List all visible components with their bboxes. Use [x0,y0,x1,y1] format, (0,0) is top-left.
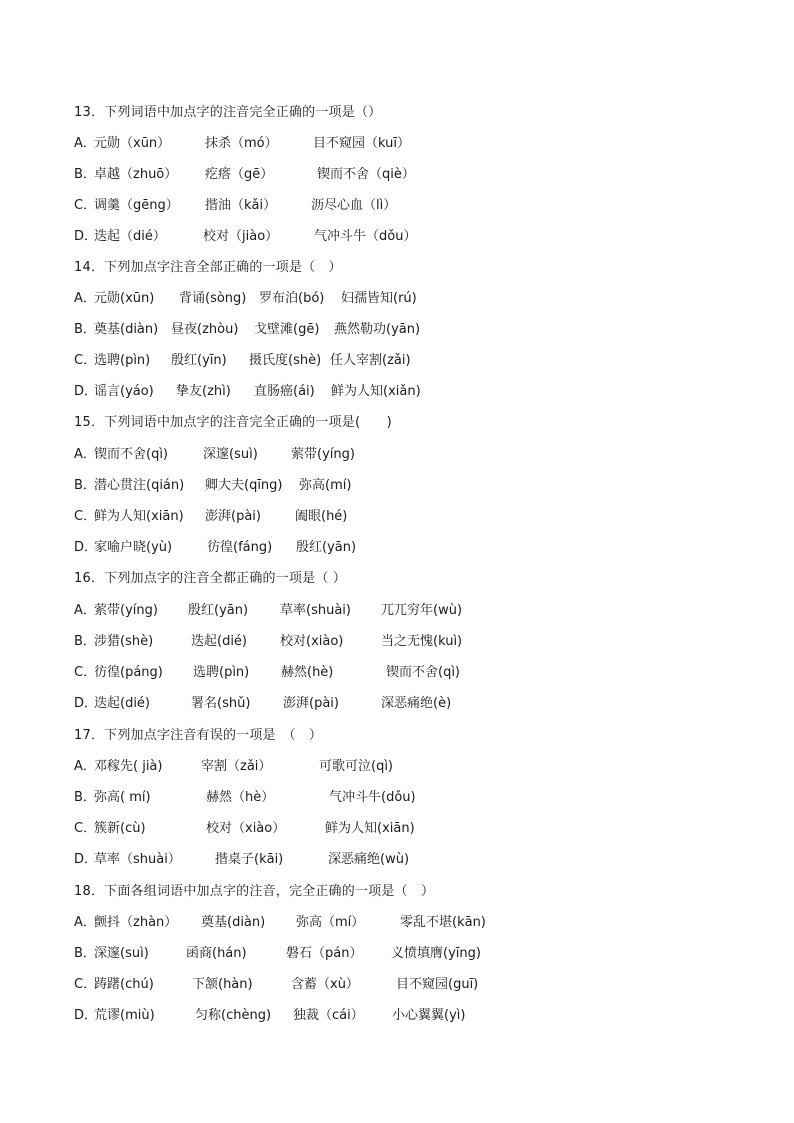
option-row [74,975,478,995]
option-word: 当之无愧(kuì) [381,634,463,649]
option-word: 元勋(xūn) [94,291,155,306]
option-word: 弥高（mí） [296,915,365,930]
question-stem-15: 15．下列词语中加点字的注音完全正确的一项是( ) [74,415,392,430]
option-word: 背诵(sòng) [179,291,247,306]
option-word: 选聘(pìn) [193,665,250,680]
option-label: C． [74,198,97,213]
option-word: 簇新(cù) [94,821,146,836]
option-row [74,507,347,527]
option-row [74,538,356,558]
option-row [74,757,393,777]
option-word: 深恶痛绝(è) [381,696,452,711]
option-label: A． [74,291,96,306]
option-row [74,134,410,154]
option-label: B． [74,790,96,805]
option-row [74,476,351,496]
option-row [74,196,396,216]
option-label: C． [74,977,97,992]
option-row [74,445,355,465]
option-word: 弥高(mí) [299,478,352,493]
option-word: 澎湃(pài) [205,509,261,524]
option-row [74,788,416,808]
option-row [74,351,411,371]
option-label: A． [74,915,96,930]
option-word: 谣言(yáo) [94,384,154,399]
option-row [74,632,462,652]
option-word: 零乱不堪(kān) [400,915,486,930]
question-stem-17: 17．下列加点字注音有误的一项是 （ ） [74,728,323,743]
option-label: B． [74,634,96,649]
option-word: 校对（xiào） [206,821,286,836]
option-word: 匀称(chèng) [195,1008,272,1023]
option-word: 选聘(pìn) [94,353,151,368]
option-row [74,320,420,340]
option-word: 赫然（hè） [206,790,275,805]
option-word: 奠基(diàn) [201,915,266,930]
option-word: 卓越（zhuō） [94,167,178,182]
option-word: 深邃(suì) [203,447,258,462]
option-word: 义愤填膺(yīng) [391,946,481,961]
option-word: 鲜为人知(xiān) [325,821,415,836]
option-word: 揩桌子(kāi) [215,852,284,867]
option-word: 气冲斗牛（dǒu） [314,229,417,244]
option-word: 鲜为人知(xiān) [94,509,184,524]
option-row [74,382,421,402]
option-word: 殷红(yīn) [171,353,227,368]
option-word: 迭起(dié) [94,696,151,711]
option-word: 萦带(yíng) [94,603,158,618]
option-word: 潜心贯注(qián) [94,478,185,493]
option-word: 涉猎(shè) [94,634,154,649]
option-label: C． [74,821,97,836]
option-row [74,694,451,714]
option-label: C． [74,665,97,680]
option-word: 鲜为人知(xiǎn) [331,384,421,399]
option-word: 目不窥园(guī) [396,977,479,992]
option-word: 目不窥园（kuī） [313,136,410,151]
question-stem-18: 18．下面各组词语中加点字的注音，完全正确的一项是（ ） [74,884,435,899]
option-label: A． [74,759,96,774]
option-label: D． [74,1008,98,1023]
option-label: D． [74,540,98,555]
option-word: 气冲斗牛(dǒu) [329,790,416,805]
option-word: 校对（jiào） [203,229,279,244]
option-row [74,1006,465,1026]
question-stem-16: 16．下列加点字的注音全都正确的一项是（ ） [74,571,347,586]
option-word: 磐石（pán） [286,946,363,961]
option-word: 抹杀（mó） [205,136,278,151]
option-label: C． [74,353,97,368]
option-word: 宰割（zǎi） [201,759,272,774]
option-word: 澎湃(pài) [283,696,339,711]
option-row [74,819,415,839]
option-word: 燕然勒功(yān) [334,322,421,337]
option-word: 赫然(hè) [281,665,334,680]
option-word: 校对(xiào) [280,634,344,649]
option-word: 任人宰割(zǎi) [330,353,411,368]
option-word: 迭起（dié） [94,229,166,244]
option-word: 彷徨(fáng) [207,540,273,555]
option-word: 摄氏度(shè) [249,353,322,368]
option-word: 锲而不舍(qì) [94,447,169,462]
option-row [74,944,481,964]
option-word: 奠基(diàn) [94,322,159,337]
option-row [74,289,417,309]
option-label: A． [74,447,96,462]
option-row [74,165,415,185]
option-word: 直肠癌(ái) [254,384,315,399]
option-label: C． [74,509,97,524]
option-word: 草率(shuài) [280,603,351,618]
option-word: 深恶痛绝(wù) [328,852,410,867]
option-word: 踌躇(chú) [94,977,154,992]
option-word: 殷红(yān) [296,540,357,555]
option-word: 殷红(yān) [188,603,249,618]
option-label: B． [74,946,96,961]
option-row [74,850,409,870]
option-word: 可歌可泣(qì) [319,759,394,774]
option-word: 函商(hán) [186,946,247,961]
option-label: D． [74,696,98,711]
option-word: 荒谬(miù) [94,1008,155,1023]
question-stem-13: 13．下列词语中加点字的注音完全正确的一项是（） [74,105,382,120]
option-label: D． [74,384,98,399]
option-label: B． [74,478,96,493]
option-word: 疙瘩（gē） [205,167,274,182]
option-word: 下颔(hàn) [192,977,253,992]
option-word: 阖眼(hé) [295,509,348,524]
option-word: 元勋（xūn） [94,136,171,151]
option-label: B． [74,322,96,337]
option-word: 戈壁滩(gē) [254,322,320,337]
option-label: A． [74,603,96,618]
option-word: 深邃(suì) [94,946,149,961]
option-word: 草率（shuài） [94,852,181,867]
option-word: 彷徨(páng) [94,665,163,680]
option-label: A． [74,136,96,151]
option-word: 独裁（cái） [293,1008,364,1023]
option-word: 锲而不舍（qiè） [317,167,415,182]
option-word: 迭起(dié) [191,634,248,649]
option-word: 妇孺皆知(rú) [341,291,417,306]
option-word: 罗布泊(bó) [259,291,325,306]
option-word: 挚友(zhì) [176,384,231,399]
option-row [74,913,486,933]
option-word: 昼夜(zhòu) [171,322,239,337]
option-word: 卿大夫(qīng) [205,478,283,493]
option-row [74,601,462,621]
option-word: 沥尽心血（lì） [311,198,397,213]
option-label: D． [74,852,98,867]
option-word: 含蓄（xù） [291,977,359,992]
option-row [74,663,460,683]
option-word: 家喻户晓(yù) [94,540,173,555]
option-word: 邓稼先( jià) [94,759,163,774]
option-word: 弥高( mí) [94,790,151,805]
option-word: 颤抖（zhàn） [94,915,178,930]
option-word: 萦带(yíng) [291,447,355,462]
option-word: 揩油（kǎi） [205,198,277,213]
option-word: 小心翼翼(yì) [392,1008,466,1023]
question-stem-14: 14．下列加点字注音全部正确的一项是（ ） [74,260,342,275]
option-row [74,227,416,247]
option-word: 调羹（gēng） [94,198,179,213]
option-label: B． [74,167,96,182]
option-word: 署名(shǔ) [191,696,251,711]
option-label: D． [74,229,98,244]
option-word: 锲而不舍(qì) [386,665,461,680]
option-word: 兀兀穷年(wù) [381,603,463,618]
